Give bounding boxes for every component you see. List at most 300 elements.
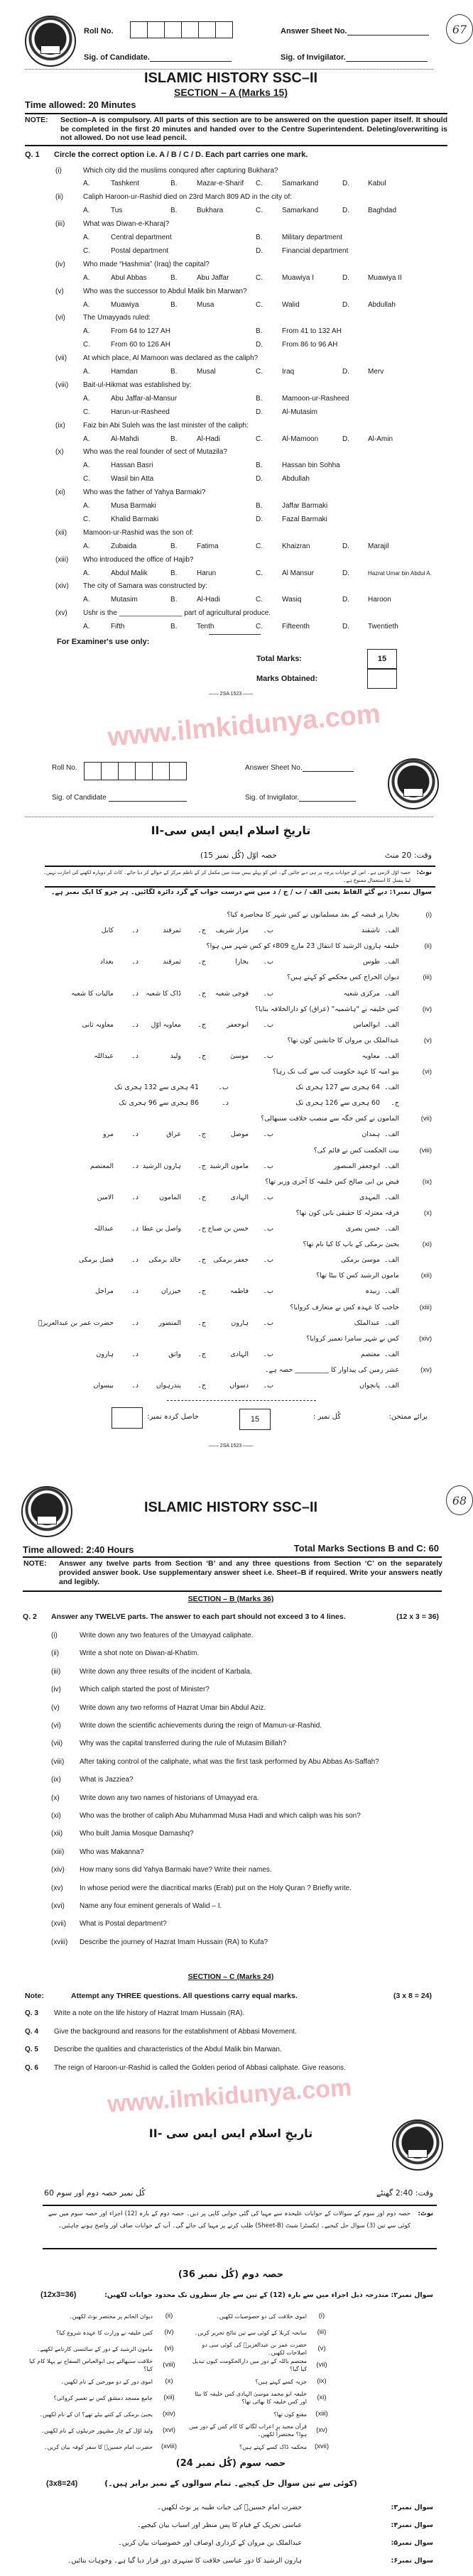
urdu-question-row <box>0 2423 462 2438</box>
option-text: موسیٰ <box>230 1052 249 1060</box>
urdu-option-row <box>0 1159 462 1174</box>
question-text: Describe the qualities and characteristics of the Abdul Malik bin Marwan. <box>54 2046 282 2053</box>
option-text: Tenth <box>197 623 214 631</box>
option-letter: A. <box>83 502 90 510</box>
option-text: Tashkent <box>111 180 140 188</box>
urdu-question-item <box>0 1002 462 1017</box>
question-number: (vi) <box>51 1722 61 1730</box>
board-seal-logo <box>388 758 439 809</box>
question-text: Who was the successor to Abdul Malik bin Marwan? <box>83 287 247 295</box>
total-marks-label: Total Marks: <box>256 655 302 663</box>
option-text: Jaffar Barmaki <box>282 502 328 510</box>
question-text: Who introduced the office of Hajib? <box>83 555 194 564</box>
question-text: Who made “Hashmia” (Iraq) the capital? <box>83 260 210 268</box>
option-text: الہادی <box>230 1193 249 1201</box>
question-number: (ix) <box>422 1177 432 1186</box>
urdu-marks-obtained-box[interactable] <box>112 1407 143 1429</box>
question-number: (xi) <box>55 489 65 497</box>
option-row <box>0 593 462 606</box>
option-letter: C. <box>83 515 90 523</box>
question-number: (xiv) <box>55 582 69 591</box>
option-text: ابوجعفر <box>227 1020 249 1029</box>
invigilator-signature-field[interactable] <box>281 53 428 62</box>
option-row <box>0 499 462 513</box>
urdu-total-label: کُل نمبر : <box>312 1413 341 1421</box>
option-text: بیسواں <box>93 1382 114 1390</box>
urdu-time: وقت: 2:40 گھنٹے <box>376 2188 433 2198</box>
urdu-option-row <box>0 986 462 1002</box>
option-letter: B. <box>256 327 263 336</box>
urdu-total-marks: کُل نمبر حصہ دوم اور سوم 60 <box>44 2188 146 2198</box>
question-text: مقنع کون تھا؟ <box>273 2411 307 2418</box>
question-number: (viii) <box>51 1757 65 1766</box>
option-text: Walid <box>282 300 300 309</box>
option-letter: A. <box>83 462 90 470</box>
option-letter: الف۔ <box>384 1225 399 1233</box>
question-text: دیوان الخاتم پر مختصر نوٹ لکھیں۔ <box>68 2313 153 2320</box>
option-text: Harun <box>197 569 217 577</box>
urdu-option-row <box>0 1378 462 1394</box>
question-number: (viii) <box>163 2361 175 2369</box>
option-text: عبداللہ <box>94 1225 114 1233</box>
urdu-time: وقت: 20 منٹ <box>384 851 432 860</box>
question-number: (i) <box>425 911 432 919</box>
option-text: واثق <box>168 1350 181 1358</box>
question-number: (xv) <box>55 609 67 618</box>
option-text: Tus <box>111 207 123 215</box>
option-letter: D. <box>256 246 263 255</box>
question-text: How many sons did Yahya Barmaki have? Write their names. <box>80 1866 272 1874</box>
option-text: معتصم <box>360 1350 380 1358</box>
option-letter: ب۔ <box>263 927 273 935</box>
option-letter: ب۔ <box>263 1319 273 1327</box>
question-text: کس نے شہر سامرا تعمیر کروایا؟ <box>306 1334 399 1343</box>
option-letter: ب۔ <box>263 1287 273 1296</box>
option-letter: C. <box>256 569 263 577</box>
option-letter: د۔ <box>131 958 138 966</box>
option-letter: د۔ <box>131 1162 138 1170</box>
question-item <box>0 1629 462 1643</box>
question-text: بنو امیہ کا عہد حکومت کب سے کب تک رہا؟ <box>272 1068 399 1076</box>
question-number: (xv) <box>51 1884 63 1892</box>
question-number: (i) <box>318 2312 325 2320</box>
question-number: (i) <box>51 1632 58 1639</box>
option-text: المنصور <box>158 1319 181 1327</box>
option-letter: B. <box>170 623 178 631</box>
option-row <box>0 432 462 446</box>
urdu-section-b-heading: حصہ دوم (کُل نمبر 36) <box>178 2269 284 2280</box>
question-number: (iv) <box>55 260 65 268</box>
question-number: (iii) <box>317 2328 327 2336</box>
option-text: Muawiya <box>111 300 139 309</box>
section-c-marks: (3 x 8 = 24) <box>393 1992 432 2000</box>
option-text: حسن بصری <box>345 1225 380 1233</box>
option-letter: D. <box>342 569 349 577</box>
option-text: طوس <box>362 958 380 966</box>
question-number: (xiii) <box>419 1303 432 1311</box>
question-item <box>0 445 462 459</box>
option-text: ہارون <box>96 1350 114 1358</box>
question-number: (iv) <box>51 1686 61 1694</box>
option-letter: C. <box>256 623 263 631</box>
option-text: المعتصم <box>89 1162 114 1170</box>
question-item <box>0 553 462 567</box>
question-text: Which city did the muslims conqured after capturing Bukhara? <box>83 166 278 175</box>
roll-no-label: Roll No. <box>52 764 77 772</box>
option-letter: الف۔ <box>384 1287 399 1296</box>
urdu-question-row <box>0 2439 462 2455</box>
urdu-section-heading: حصہ اوّل (کُل نمبر 15) <box>200 851 277 860</box>
divider <box>209 634 261 635</box>
option-text: Al-Mutasim <box>282 408 318 416</box>
question-number: (viii) <box>419 1146 432 1155</box>
option-text: Mutasim <box>111 596 138 604</box>
question-number: (vii) <box>420 1115 432 1123</box>
section-c-note-label: Note: <box>25 1992 44 2000</box>
option-row <box>0 298 462 312</box>
option-letter: D. <box>342 435 349 443</box>
option-text: معاویہ <box>361 1052 380 1060</box>
option-text: Al Mansur <box>282 569 315 577</box>
option-text: واصل بن عطا <box>142 1225 181 1233</box>
option-text: Al-Hadi <box>197 596 220 604</box>
question-number: (xiii) <box>315 2410 328 2418</box>
roll-no-label: Roll No. <box>84 27 114 36</box>
question-number: (xviii) <box>161 2443 178 2450</box>
question-text: حاجب کا عہدہ کس نے متعارف کروایا؟ <box>290 1303 399 1311</box>
roll-no-boxes[interactable] <box>84 762 187 780</box>
urdu-note-label: نوٹ: <box>416 869 432 876</box>
option-text: Khaizran <box>282 542 310 550</box>
option-text: تاشقند <box>361 927 380 935</box>
option-text: Al-Hadi <box>197 435 220 443</box>
option-text: Muawiya II <box>368 273 402 282</box>
option-text: 60 ہجری سے 126 ہجری تک <box>295 1099 380 1108</box>
option-row <box>0 405 462 419</box>
question-number: (ii) <box>51 1649 60 1658</box>
question-item <box>0 1882 462 1896</box>
option-text: Central department <box>111 234 172 241</box>
note-text: Answer any twelve parts from Section ‘B’ and any three questions from Section ‘C’ on the separately provided answer book. Use supplementary answer sheet i.e. Sheet–B if required. Write your answers neatly and legibly. <box>59 1559 442 1586</box>
option-text: Fazal Barmaki <box>282 515 327 523</box>
option-text: Khalid Barmaki <box>111 515 159 523</box>
option-text: Hazrat Umar bin Abdul A. <box>368 569 432 577</box>
option-letter: ج۔ <box>391 1099 399 1108</box>
option-text: Baghdad <box>368 207 397 215</box>
option-text: Al-Amin <box>368 435 393 443</box>
option-text: Wasiq <box>282 596 302 604</box>
question-number: (xii) <box>51 1830 63 1838</box>
question-number: (xvi) <box>51 1902 65 1910</box>
question-item <box>0 1936 462 1950</box>
option-text: Iraq <box>282 368 295 376</box>
option-letter: A. <box>83 394 90 403</box>
question-text: The Umayyads ruled: <box>83 314 151 322</box>
question-text: کس خلیفہ نے "ہاشمیہ" (عراق) کو دارالخلافہ بنایا؟ <box>255 1005 399 1013</box>
question-text: ہارون الرشید کا دور عباسی خلافت کا سنہری دور قرار دیا گیا ہے۔ وجوہات بتائیں۔ <box>67 2557 302 2565</box>
question-item <box>0 1791 462 1806</box>
urdu-question-item <box>0 907 462 923</box>
marks-obtained-box[interactable] <box>367 669 397 689</box>
q2-marks: (12 x 3 = 36) <box>396 1612 439 1621</box>
option-text: Harun-ur-Rasheed <box>111 408 170 416</box>
question-item <box>0 486 462 499</box>
question-item <box>0 1647 462 1661</box>
question-number: (ix) <box>51 1776 61 1784</box>
question-item <box>0 419 462 432</box>
option-letter: C. <box>256 596 263 604</box>
option-text: Abu Jaffar <box>197 273 229 282</box>
question-text: Who was the brother of caliph Abu Muhammad Musa Hadi and which caliph was his son? <box>80 1812 361 1820</box>
option-letter: ب۔ <box>263 1162 273 1170</box>
option-letter: C. <box>83 341 90 349</box>
question-text: ولید اوّل کے چار مشہور جرنیلوں کے نام لکھیں۔ <box>40 2427 153 2434</box>
question-text: Write down any three results of the incident of Karbala. <box>80 1667 252 1676</box>
question-text: اموی خلافت کی دو خصوصیات لکھیں۔ <box>216 2313 307 2320</box>
urdu-option-row <box>0 1316 462 1331</box>
option-row <box>0 177 462 190</box>
option-letter: ج۔ <box>197 1350 206 1358</box>
roll-no-boxes[interactable] <box>130 21 233 38</box>
question-number: (iii) <box>51 1667 61 1676</box>
urdu-note-label: نوٹ: <box>418 2210 433 2217</box>
question-number: Q. 5 <box>25 2046 38 2053</box>
option-text: Musa <box>197 300 214 309</box>
urdu-question-item <box>0 1363 462 1378</box>
board-seal-logo <box>25 16 76 67</box>
question-number: (xi) <box>422 1240 432 1249</box>
urdu-option-row <box>0 1017 462 1033</box>
option-text: حضرت عمر بن عبدالعزیزؒ <box>38 1319 114 1327</box>
question-number: (ii) <box>424 942 432 951</box>
question-number: (xiii) <box>51 1848 65 1856</box>
question-text: فرقہ معتزلہ کا حقیقی بانی کون تھا؟ <box>295 1208 399 1217</box>
q2-instruction: Answer any TWELVE parts. The answer to each part should not exceed 3 to 4 lines. <box>51 1612 346 1621</box>
question-number: (v) <box>423 1036 432 1044</box>
option-letter: الف۔ <box>384 1020 399 1029</box>
question-text: بیت الحکمت کس نے قائم کی؟ <box>313 1146 399 1155</box>
option-letter: A. <box>83 273 90 282</box>
option-letter: د۔ <box>131 1256 138 1265</box>
option-text: Musa Barmaki <box>111 502 156 510</box>
option-text: Hamdan <box>111 368 138 376</box>
option-row <box>0 540 462 553</box>
urdu-question-item <box>0 1064 462 1080</box>
question-text: حضرت عمر بن عبدالعزیزؒ کی کوئی سی دو اصلاحات لکھیں۔ <box>202 2342 307 2356</box>
option-letter: الف۔ <box>384 1382 399 1390</box>
option-text: الامین <box>97 1193 114 1201</box>
question-text: Caliph Haroon-ur-Rashid died on 23rd March 809 AD in the city of: <box>83 193 293 202</box>
question-text: Write down the scientific achievements during the reign of Mamun-ur-Rashid. <box>80 1722 322 1730</box>
option-letter: A. <box>83 596 90 604</box>
urdu-question-row <box>0 2308 462 2324</box>
option-letter: الف۔ <box>384 1193 399 1201</box>
option-letter: D. <box>256 341 263 349</box>
option-text: حسن بن صباح <box>207 1225 249 1233</box>
question-item <box>0 1827 462 1841</box>
option-row <box>0 324 462 338</box>
option-row <box>0 392 462 405</box>
option-letter: ب۔ <box>263 1130 273 1139</box>
question-number: (x) <box>55 448 64 457</box>
option-letter: الف۔ <box>384 1084 399 1092</box>
urdu-question-item <box>0 1206 462 1221</box>
divider <box>25 69 433 70</box>
note-label: NOTE: <box>25 116 48 124</box>
option-letter: D. <box>342 542 349 550</box>
question-number: (xii) <box>163 2394 175 2401</box>
examiner-label: For Examiner's use only: <box>57 638 150 646</box>
option-letter: C. <box>256 300 263 309</box>
option-letter: ب۔ <box>218 1084 229 1092</box>
option-letter: A. <box>83 180 90 188</box>
question-text: عشر زمین کی پیداوار کا __________ حصہ ہے۔ <box>265 1365 399 1374</box>
option-text: معاویہ ثانی <box>82 1020 114 1029</box>
question-item <box>0 258 462 271</box>
option-letter: B. <box>170 180 178 188</box>
question-text: Who was the father of Yahya Barmaki? <box>83 489 206 497</box>
urdu-question-item <box>0 2536 462 2551</box>
option-text: 41 ہجری سے 132 ہجری تک <box>114 1084 199 1092</box>
total-marks: Total Marks Sections B and C: 60 <box>293 1543 439 1554</box>
option-text: Fatima <box>197 542 219 550</box>
question-item <box>0 1809 462 1823</box>
question-item <box>0 2007 462 2021</box>
question-text: معتصم باللہ کے دور میں دارالحکومت کیوں تبدیل کیا گیا؟ <box>192 2358 307 2372</box>
option-letter: C. <box>256 542 263 550</box>
option-text: ہارون الرشید <box>142 1162 181 1170</box>
question-item <box>0 164 462 178</box>
option-text: مراجل <box>94 1287 114 1296</box>
option-letter: د۔ <box>131 1020 138 1029</box>
answer-sheet-label: Answer Sheet No. <box>245 764 303 772</box>
urdu-option-row <box>0 923 462 939</box>
option-text: Abul Abbas <box>111 273 147 282</box>
question-number: (vi) <box>422 1068 432 1076</box>
question-number: Q. 3 <box>25 2009 38 2017</box>
option-letter: B. <box>170 569 178 577</box>
option-letter: د۔ <box>131 927 138 935</box>
option-row <box>0 513 462 526</box>
question-item <box>0 1845 462 1860</box>
option-letter: D. <box>342 596 349 604</box>
question-number: سوال نمبر۴: <box>391 2521 433 2529</box>
invigilator-signature-field[interactable] <box>245 794 356 802</box>
question-number: (vi) <box>55 314 65 322</box>
option-letter: B. <box>170 207 178 215</box>
divider <box>23 1556 442 1558</box>
urdu-question-item <box>0 1033 462 1049</box>
option-text: Mamoon-ur-Rasheed <box>282 394 349 403</box>
option-letter: B. <box>170 300 178 309</box>
urdu-q2-instruction: سوال نمبر۲: مندرجہ ذیل اجزاء میں سے بارہ (12) کے تین سے چار سطروں تک محدود جوابات لکھیں: <box>104 2291 433 2299</box>
option-text: مالیات کا شعبہ <box>70 989 114 998</box>
option-text: المہدی <box>359 1193 380 1201</box>
option-text: خالد برمکی <box>148 1256 181 1265</box>
question-number: (v) <box>55 287 64 295</box>
option-letter: ج۔ <box>197 1130 206 1139</box>
question-text: Who was the real founder of sect of Mutazila? <box>83 448 227 457</box>
option-letter: الف۔ <box>384 1162 399 1170</box>
question-text: Which caliph started the post of Minister? <box>80 1686 210 1694</box>
option-letter: ج۔ <box>197 1225 206 1233</box>
question-number: (x) <box>165 2377 173 2385</box>
question-number: (iii) <box>423 973 432 982</box>
option-letter: ج۔ <box>197 958 206 966</box>
answer-sheet-field[interactable] <box>245 764 354 772</box>
option-text: ابوجعفر المنصور <box>333 1162 380 1170</box>
option-letter: د۔ <box>131 1350 138 1358</box>
option-letter: D. <box>342 300 349 309</box>
question-text: What was Diwan-e-Kharaj? <box>83 220 170 229</box>
option-letter: ج۔ <box>197 927 206 935</box>
urdu-obtained-label: حاصل کردہ نمبر: <box>147 1413 199 1421</box>
option-letter: C. <box>256 435 263 443</box>
question-number: (ix) <box>317 2377 327 2385</box>
candidate-signature-field[interactable] <box>52 794 187 802</box>
option-text: Marajil <box>368 542 389 550</box>
option-letter: الف۔ <box>384 958 399 966</box>
question-text: The reign of Haroon-ur-Rashid is called the Golden period of Abbasi caliphate. Give reasons. <box>54 2063 346 2072</box>
option-letter: ب۔ <box>263 1225 273 1233</box>
time-allowed: Time allowed: 20 Minutes <box>25 99 136 110</box>
question-item <box>0 1917 462 1931</box>
option-text: Merv <box>368 368 384 376</box>
option-text: Samarkand <box>282 180 319 188</box>
urdu-question-item <box>0 1174 462 1190</box>
question-number: (vi) <box>164 2345 174 2352</box>
answer-sheet-field[interactable] <box>281 27 429 36</box>
option-text: Bukhara <box>197 207 224 215</box>
option-letter: D. <box>256 475 263 484</box>
q1-instruction: Circle the correct option i.e. A / B / C / D. Each part carries one mark. <box>54 151 308 159</box>
question-text: Mamoon-ur-Rashid was the son of: <box>83 528 194 537</box>
question-item <box>0 311 462 324</box>
option-letter: ج۔ <box>197 1020 206 1029</box>
option-text: Wasil bin Atta <box>111 475 154 484</box>
question-item <box>0 378 462 392</box>
divider <box>43 2248 437 2249</box>
option-letter: B. <box>256 462 263 470</box>
option-row <box>0 472 462 486</box>
option-text: موصل <box>230 1130 249 1139</box>
option-letter: د۔ <box>131 1130 138 1139</box>
candidate-signature-field[interactable] <box>84 53 232 62</box>
question-number: (ii) <box>55 193 64 202</box>
question-text: At which place, Al Mamoon was declared as the caliph? <box>83 354 259 363</box>
handwritten-page-number: 68 <box>446 1485 473 1515</box>
option-text: Abdul Malik <box>111 569 148 577</box>
q1-label: Q. 1 <box>25 151 40 159</box>
question-item <box>0 526 462 540</box>
option-letter: B. <box>256 234 263 241</box>
urdu-section-c-instruction: (کوئی سے تین سوال حل کیجیے۔ تمام سوالوں کے نمبر برابر ہیں۔) <box>104 2479 357 2488</box>
option-row <box>0 338 462 351</box>
question-number: (i) <box>55 166 62 175</box>
watermark: www.ilmkidunya.com <box>107 2073 353 2118</box>
urdu-option-row <box>0 1190 462 1206</box>
option-text: Al-Mamoon <box>282 435 319 443</box>
note-label: NOTE: <box>23 1559 47 1568</box>
option-letter: الف۔ <box>384 1256 399 1265</box>
question-item <box>0 1665 462 1679</box>
option-text: Mazar-e-Sharif <box>197 180 244 188</box>
option-text: From 86 to 96 AH <box>282 341 338 349</box>
divider <box>45 886 435 888</box>
question-text: What is Postal department? <box>80 1920 167 1928</box>
option-text: 64 ہجری سے 127 ہجری تک <box>295 1084 380 1092</box>
option-letter: ب۔ <box>263 989 273 998</box>
